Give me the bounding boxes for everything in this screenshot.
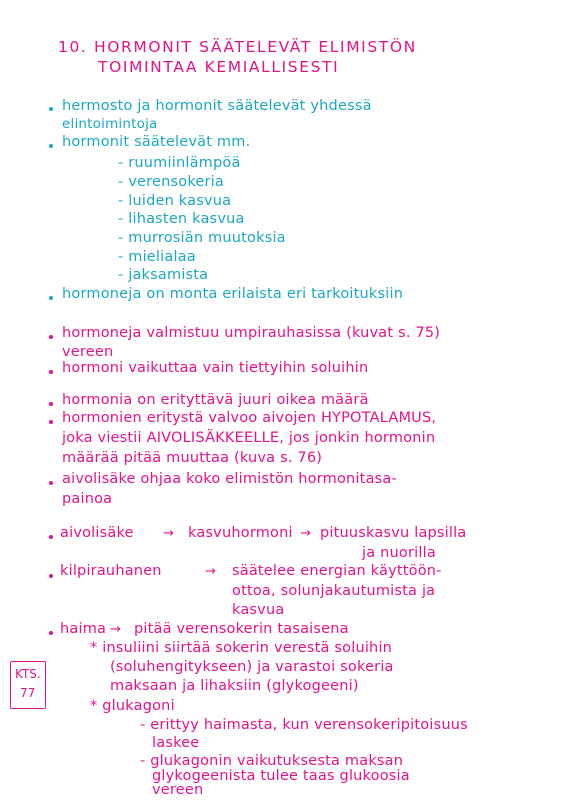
note-line: hormoni vaikuttaa vain tiettyihin soluihin [62, 360, 369, 376]
sub-list-item: - murrosiän muutoksia [118, 230, 286, 246]
bullet-dot [49, 420, 53, 424]
arrow-icon: → [110, 622, 122, 637]
page-reference-number: 77 [20, 686, 36, 700]
effect-label: pituuskasvu lapsilla [320, 525, 467, 541]
effect-label-cont: ottoa, solunjakautumista ja [232, 583, 436, 599]
glucagon-line: laskee [152, 735, 200, 751]
page-reference-box [10, 661, 46, 709]
bullet-dot [49, 574, 53, 578]
hormone-label: kasvuhormoni [188, 525, 293, 541]
page-title-line-1: 10. HORMONIT SÄÄTELEVÄT ELIMISTÖN [58, 38, 417, 56]
bullet-dot [49, 481, 53, 485]
page-reference-label: KTS. [15, 667, 41, 681]
bullet-dot [49, 335, 53, 339]
bullet-dot [49, 402, 53, 406]
sub-list-item: - luiden kasvua [118, 193, 232, 209]
sub-list-item: - lihasten kasvua [118, 211, 245, 227]
organ-label: aivolisäke [60, 525, 134, 541]
organ-label: haima [60, 621, 107, 637]
glucagon-line: vereen [152, 782, 204, 798]
sub-list-item: - ruumiinlämpöä [118, 155, 241, 171]
note-line: painoa [62, 491, 113, 507]
sub-list-item: - jaksamista [118, 267, 209, 283]
glucagon-heading: * glukagoni [90, 698, 175, 714]
effect-label-cont: kasvua [232, 602, 285, 618]
effect-label: säätelee energian käyttöön- [232, 563, 442, 579]
effect-label-cont: ja nuorilla [362, 545, 436, 561]
bullet-dot [49, 631, 53, 635]
note-line: vereen [62, 344, 114, 360]
insulin-line: maksaan ja lihaksiin (glykogeeni) [110, 678, 359, 694]
bullet-dot [49, 370, 53, 374]
glucagon-line: - glukagonin vaikutuksesta maksan [140, 753, 404, 769]
page-title-line-2: TOIMINTAA KEMIALLISESTI [98, 58, 340, 76]
bullet-dot [49, 296, 53, 300]
bullet-dot [49, 535, 53, 539]
arrow-icon: → [300, 526, 312, 541]
note-line: määrää pitää muuttaa (kuva s. 76) [62, 450, 323, 466]
glucagon-line: glykogeenista tulee taas glukoosia [152, 768, 410, 784]
note-line: hormoneja on monta erilaista eri tarkoituksiin [62, 286, 404, 302]
bullet-dot [49, 144, 53, 148]
note-line: elintoimintoja [62, 116, 158, 132]
note-line: hormonia on erityttävä juuri oikea määrä [62, 392, 369, 408]
insulin-line: (soluhengitykseen) ja varastoi sokeria [110, 659, 394, 675]
note-line: hermosto ja hormonit säätelevät yhdessä [62, 98, 372, 114]
note-line: hormoneja valmistuu umpirauhasissa (kuvat s. 75) [62, 325, 441, 341]
note-line: joka viestii AIVOLISÄKKEELLE, jos jonkin hormonin [62, 430, 436, 446]
arrow-icon: → [205, 564, 217, 579]
effect-label: pitää verensokerin tasaisena [134, 621, 349, 637]
note-line: hormonien eritystä valvoo aivojen HYPOTALAMUS, [62, 410, 437, 426]
glucagon-line: - erittyy haimasta, kun verensokeripitoisuus [140, 717, 468, 733]
arrow-icon: → [163, 526, 175, 541]
note-line: aivolisäke ohjaa koko elimistön hormonitasa- [62, 471, 397, 487]
sub-list-item: - mielialaa [118, 249, 196, 265]
insulin-line: * insuliini siirtää sokerin verestä soluihin [90, 640, 393, 656]
note-line: hormonit säätelevät mm. [62, 134, 251, 150]
bullet-dot [49, 107, 53, 111]
organ-label: kilpirauhanen [60, 563, 162, 579]
sub-list-item: - verensokeria [118, 174, 224, 190]
